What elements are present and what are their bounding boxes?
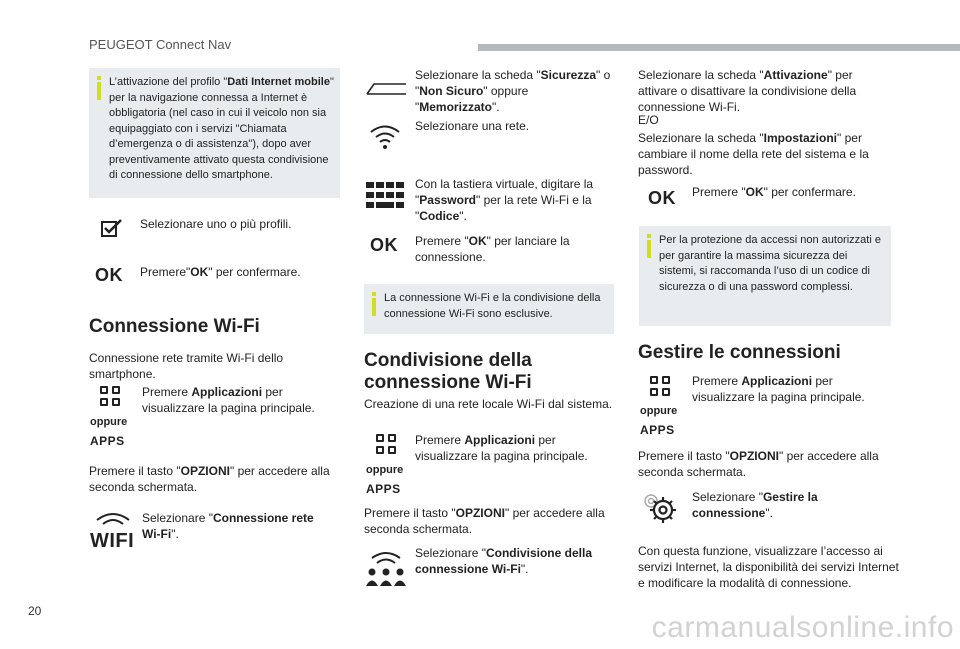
ok-icon: OK (370, 235, 398, 255)
info-icon-dot (97, 76, 101, 80)
info-box-exclusive (364, 284, 614, 334)
ok-confirm-text: Premere"OK" per confermare. (140, 265, 301, 279)
section-title-manage: Gestire le connessioni (638, 342, 841, 363)
wifi-icon-label: WIFI (90, 530, 135, 552)
oppure-label: oppure (366, 464, 404, 476)
apps-label: APPS (366, 482, 401, 496)
select-profiles-text: Selezionare uno o più profili. (140, 217, 292, 231)
ok-confirm-text: Premere "OK" per confermare. (692, 185, 856, 199)
activation-tab-text: Selezionare la scheda "Attivazione" per attivare o disattivare la condivisione della connessione Wi-Fi. (638, 68, 857, 114)
oppure-label: oppure (90, 416, 128, 428)
gear-icon (640, 490, 678, 526)
options-text: Premere il tasto "OPZIONI" per accedere alla seconda schermata. (364, 506, 605, 536)
page-number: 20 (28, 604, 42, 618)
settings-tab-text: Selezionare la scheda "Impostazioni" per cambiare il nome della rete del sistema e la password. (638, 131, 869, 177)
tab-icon (366, 82, 408, 96)
apps-grid-icon (100, 386, 122, 408)
wifi-signal-icon (368, 124, 402, 150)
info-box-security (639, 226, 891, 326)
ok-icon: OK (648, 188, 676, 208)
oppure-label: oppure (640, 405, 678, 417)
checkbox-icon (100, 218, 124, 238)
apps-text: Premere Applicazioni per visualizzare la pagina principale. (692, 374, 865, 404)
hotspot-share-icon (366, 550, 406, 590)
ok-icon: OK (95, 265, 123, 285)
watermark: carmanualsonline.info (651, 611, 954, 644)
apps-label: APPS (640, 423, 675, 437)
running-header: PEUGEOT Connect Nav (89, 37, 232, 52)
keyboard-text: Con la tastiera virtuale, digitare la "Password" per la rete Wi-Fi e la "Codice". (415, 177, 594, 223)
info-text: L’attivazione del profilo "Dati Internet mobile" per la navigazione connessa a Internet è obbligatoria (nel caso in cui il veicolo non sia equipaggiato con i servizi "Chiamata d’emergenza o di assistenza"), dopo aver preventivamente attivato questa condivisione di connessione dello smartphone. (109, 76, 334, 181)
options-text: Premere il tasto "OPZIONI" per accedere alla seconda schermata. (638, 449, 879, 479)
options-text: Premere il tasto "OPZIONI" per accedere alla seconda schermata. (89, 464, 330, 494)
ok-launch-text: Premere "OK" per lanciare la connessione. (415, 234, 570, 264)
wifi-icon (93, 510, 133, 528)
info-icon (372, 298, 376, 316)
info-icon-dot (372, 292, 376, 296)
info-text: Per la protezione da accessi non autorizzati e per garantire la massima sicurezza dei sistemi, si raccomanda l’uso di un codice di sicurezza o di una password complessi. (659, 234, 881, 293)
header-bar (478, 44, 960, 51)
apps-grid-icon (650, 376, 672, 398)
apps-label: APPS (90, 434, 125, 448)
info-box-mobile-data (89, 68, 340, 198)
section-title-sharing: Condivisione della connessione Wi-Fi (364, 350, 532, 393)
info-icon-dot (647, 234, 651, 238)
section-intro-wifi: Connessione rete tramite Wi-Fi dello smartphone. (89, 351, 284, 381)
section-title-wifi: Connessione Wi-Fi (89, 316, 260, 337)
final-paragraph: Con questa funzione, visualizzare l’accesso ai servizi Internet, la disponibilità dei servizi Internet e modificare la modalità di connessione. (638, 544, 899, 590)
share-select-text: Selezionare "Condivisione della connessione Wi-Fi". (415, 546, 592, 576)
wifi-select-text: Selezionare "Connessione rete Wi-Fi". (142, 511, 314, 541)
keyboard-icon (366, 182, 404, 208)
info-icon (647, 240, 651, 258)
apps-text: Premere Applicazioni per visualizzare la pagina principale. (142, 385, 315, 415)
apps-text: Premere Applicazioni per visualizzare la pagina principale. (415, 433, 588, 463)
select-network-text: Selezionare una rete. (415, 119, 530, 133)
section-intro-sharing: Creazione di una rete locale Wi-Fi dal sistema. (364, 397, 613, 411)
manage-select-text: Selezionare "Gestire la connessione". (692, 490, 818, 520)
apps-grid-icon (376, 434, 398, 456)
and-or-text: E/O (638, 113, 659, 127)
info-icon (97, 82, 101, 100)
info-text: La connessione Wi-Fi e la condivisione della connessione Wi-Fi sono esclusive. (384, 292, 601, 320)
security-tab-text: Selezionare la scheda "Sicurezza" o "Non Sicuro" oppure "Memorizzato". (415, 68, 611, 114)
